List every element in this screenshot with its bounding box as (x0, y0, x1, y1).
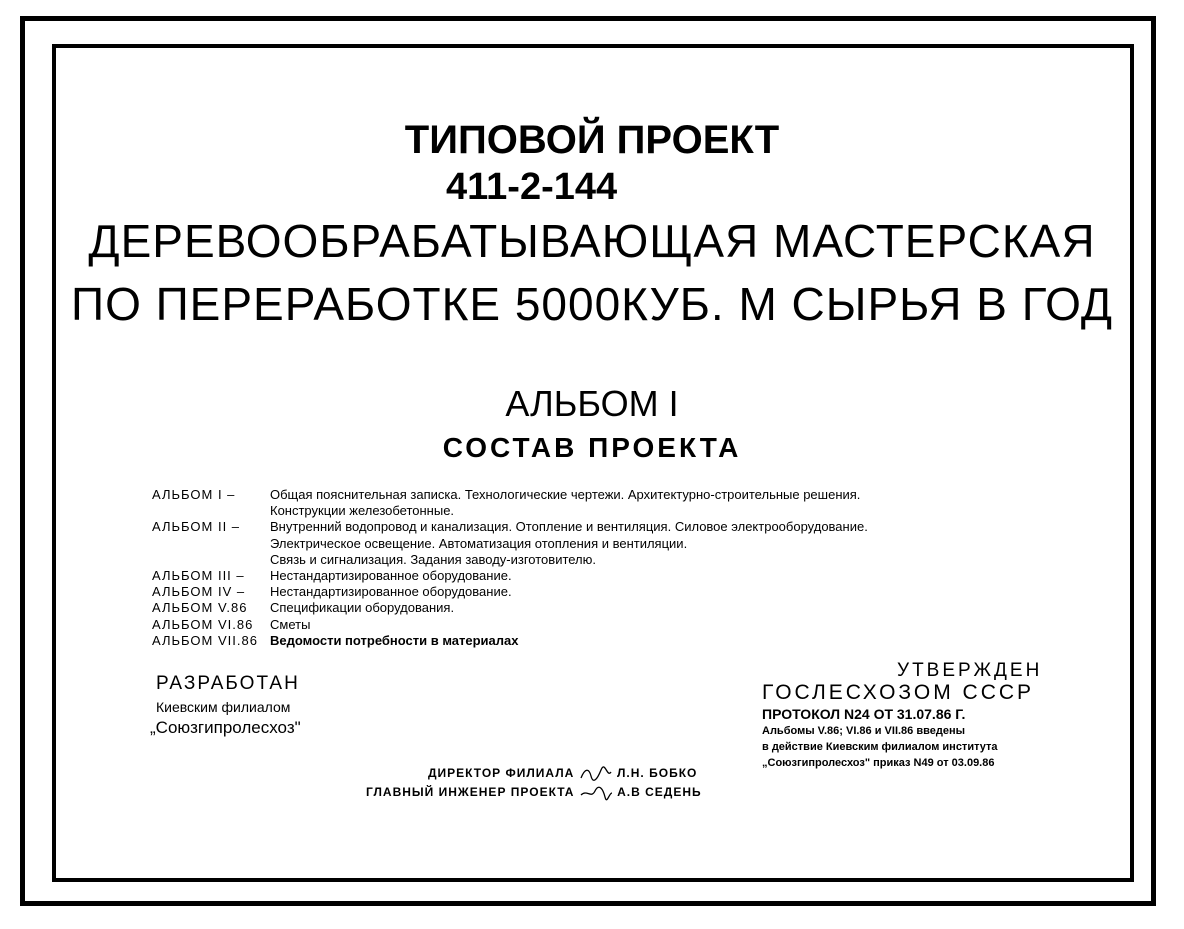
contents-list (152, 487, 868, 649)
list-item (152, 568, 868, 584)
director-signature-icon (579, 766, 613, 782)
list-item (152, 633, 868, 649)
project-name-line-1: ДЕРЕВООБРАБАТЫВАЮЩАЯ МАСТЕРСКАЯ (88, 215, 1096, 267)
album-description: Электрическое освещение. Автоматизация отопления и вентиляции. (270, 535, 688, 551)
list-item-continuation (152, 536, 868, 552)
album-title: АЛЬБОМ I (505, 383, 679, 424)
album-description: Нестандартизированное оборудование. (270, 584, 512, 600)
developer-heading: РАЗРАБОТАН (156, 673, 300, 694)
director-signature-line (428, 766, 697, 782)
list-item (152, 617, 868, 633)
album-label: АЛЬБОМ IV – (152, 584, 246, 600)
album-description: Сметы (270, 616, 311, 632)
list-item (152, 519, 868, 535)
approval-note-2: в действие Киевским филиалом института (762, 741, 998, 753)
director-role: ДИРЕКТОР ФИЛИАЛА (428, 766, 575, 781)
document-type-title: ТИПОВОЙ ПРОЕКТ (404, 118, 780, 162)
album-label: АЛЬБОМ II – (152, 519, 241, 535)
album-description: Внутренний водопровод и канализация. Отопление и вентиляция. Силовое электрооборудование. (270, 519, 868, 535)
chief-engineer-name: А.В СЕДЕНЬ (617, 785, 702, 800)
approval-authority: ГОСЛЕСХОЗОМ СССР (762, 681, 1035, 704)
project-number: 411-2-144 (446, 166, 618, 208)
list-item-continuation (152, 552, 868, 568)
chief-engineer-signature-line (366, 785, 702, 801)
album-label: АЛЬБОМ V.86 (152, 600, 248, 616)
developer-branch: Киевским филиалом (156, 699, 291, 715)
album-label: АЛЬБОМ III – (152, 568, 245, 584)
developer-organization: „Союзгипролесхоз" (150, 718, 301, 737)
approval-note-1: Альбомы V.86; VI.86 и VII.86 введены (762, 725, 965, 737)
album-label: АЛЬБОМ I – (152, 487, 236, 502)
chief-engineer-signature-icon (579, 785, 613, 801)
album-subtitle: СОСТАВ ПРОЕКТА (442, 432, 742, 463)
list-item (152, 584, 868, 600)
album-description: Связь и сигнализация. Задания заводу-изготовителю. (270, 551, 597, 567)
album-description: Ведомости потребности в материалах (270, 632, 519, 648)
album-description: Нестандартизированное оборудование. (270, 568, 512, 584)
list-item (152, 487, 868, 503)
approval-note-3: „Союзгипролесхоз" приказ N49 от 03.09.86 (762, 757, 995, 769)
director-name: Л.Н. БОБКО (617, 766, 698, 781)
list-item (152, 600, 868, 616)
album-description: Спецификации оборудования. (270, 600, 455, 616)
album-label: АЛЬБОМ VI.86 (152, 616, 254, 632)
project-name-line-2: ПО ПЕРЕРАБОТКЕ 5000КУБ. М СЫРЬЯ В ГОД (71, 278, 1113, 330)
chief-engineer-role: ГЛАВНЫЙ ИНЖЕНЕР ПРОЕКТА (366, 785, 575, 800)
album-description: Конструкции железобетонные. (270, 503, 455, 519)
album-description: Общая пояснительная записка. Технологические чертежи. Архитектурно-строительные решения. (270, 487, 861, 502)
album-label: АЛЬБОМ VII.86 (152, 632, 258, 648)
approval-heading: УТВЕРЖДЕН (897, 660, 1043, 681)
list-item-continuation (152, 503, 868, 519)
approval-protocol: ПРОТОКОЛ N24 ОТ 31.07.86 Г. (762, 706, 966, 722)
